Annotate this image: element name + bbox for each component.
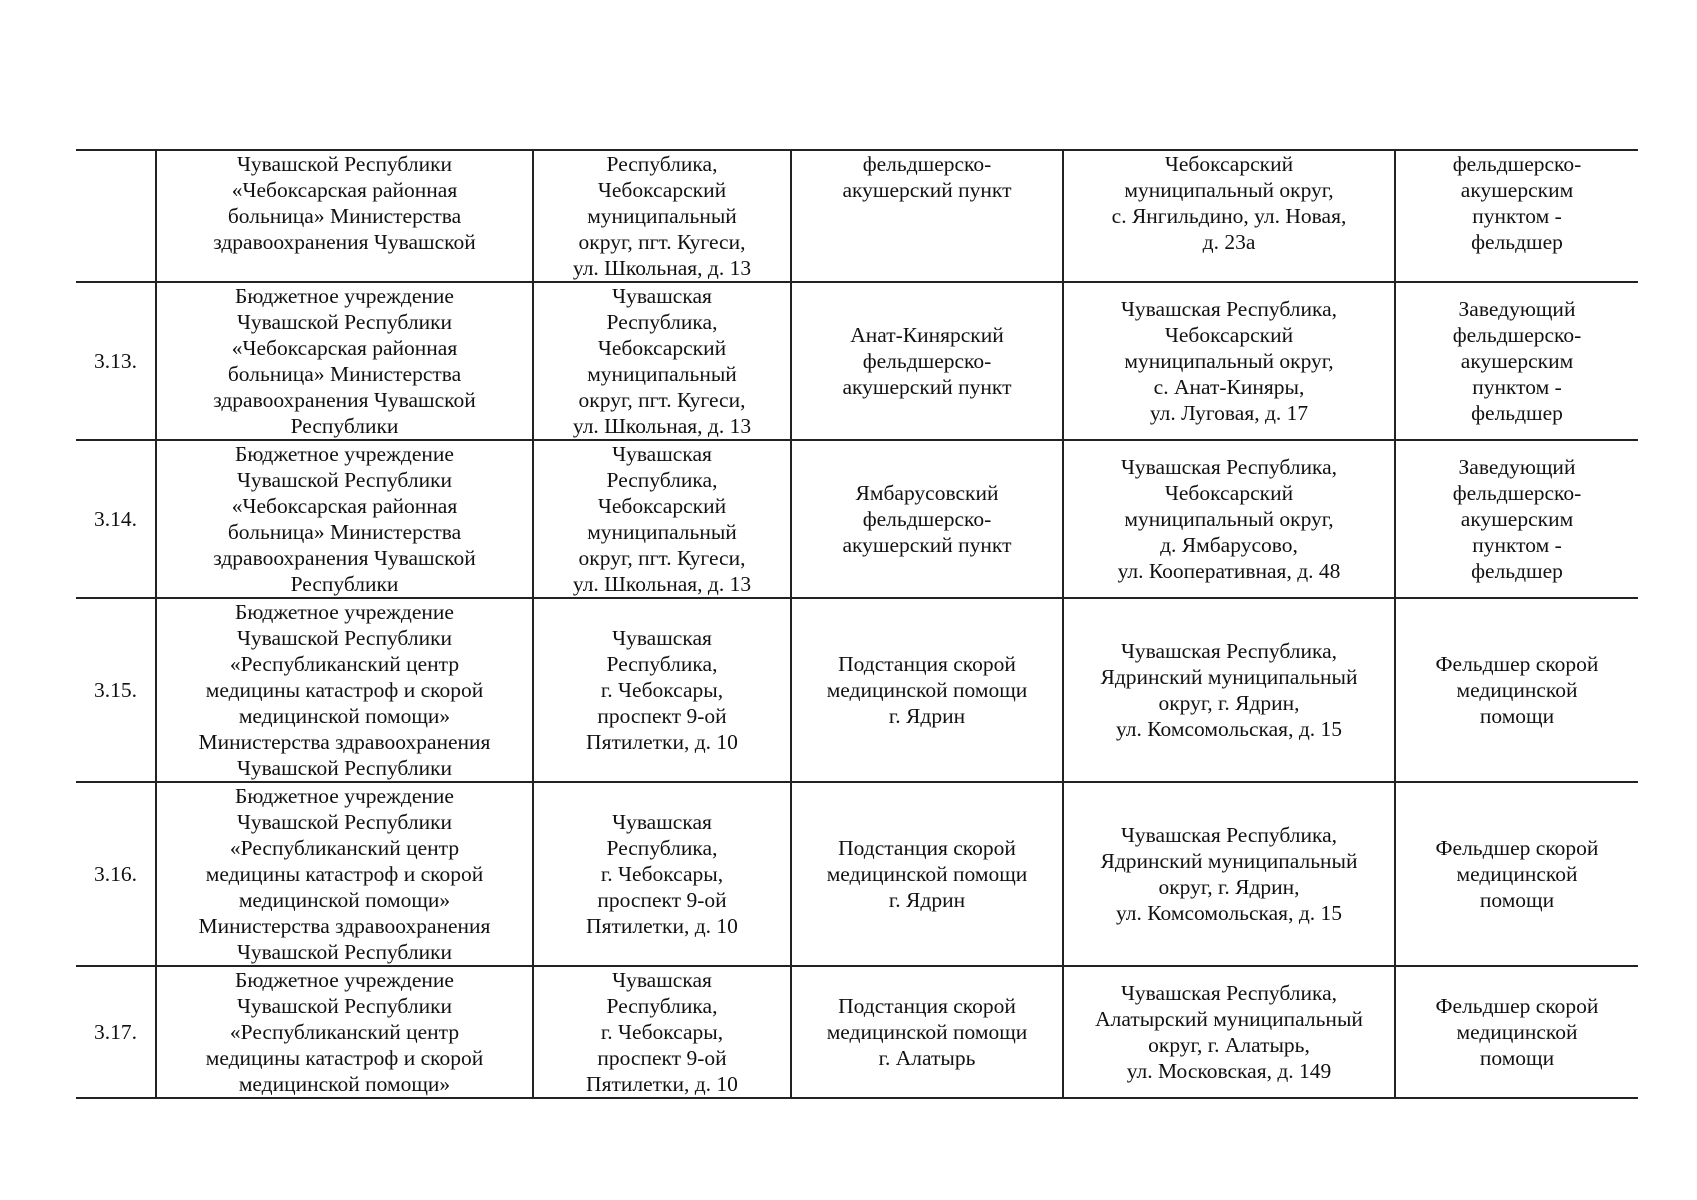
unit-address: Чувашская Республика, Ядринский муниципальный округ, г. Ядрин, ул. Комсомольская, д. 15 xyxy=(1063,598,1395,782)
unit-name: Анат-Кинярский фельдшерско- акушерский пункт xyxy=(791,282,1063,440)
unit-address: Чебоксарский муниципальный округ, с. Янгильдино, ул. Новая, д. 23а xyxy=(1063,150,1395,282)
row-number: 3.15. xyxy=(76,598,156,782)
position-title: Фельдшер скорой медицинской помощи xyxy=(1395,598,1638,782)
organization-name: Бюджетное учреждение Чувашской Республики «Республиканский центр медицины катастроф и скорой медицинской помощи» xyxy=(156,966,533,1098)
document-table-container xyxy=(76,149,1638,1099)
unit-name: Подстанция скорой медицинской помощи г. Ядрин xyxy=(791,598,1063,782)
position-title: Заведующий фельдшерско- акушерским пунктом - фельдшер xyxy=(1395,282,1638,440)
organization-address: Республика, Чебоксарский муниципальный округ, пгт. Кугеси, ул. Школьная, д. 13 xyxy=(533,150,791,282)
organization-address: Чувашская Республика, г. Чебоксары, проспект 9-ой Пятилетки, д. 10 xyxy=(533,598,791,782)
row-number: 3.14. xyxy=(76,440,156,598)
unit-address: Чувашская Республика, Чебоксарский муниципальный округ, с. Анат-Киняры, ул. Луговая, д. 17 xyxy=(1063,282,1395,440)
table-row xyxy=(76,966,1638,1098)
organization-name: Бюджетное учреждение Чувашской Республики «Чебоксарская районная больница» Министерства здравоохранения Чувашской Республики xyxy=(156,440,533,598)
organization-name: Чувашской Республики «Чебоксарская районная больница» Министерства здравоохранения Чувашской xyxy=(156,150,533,282)
unit-name: Подстанция скорой медицинской помощи г. Ядрин xyxy=(791,782,1063,966)
table-row xyxy=(76,598,1638,782)
unit-address: Чувашская Республика, Ядринский муниципальный округ, г. Ядрин, ул. Комсомольская, д. 15 xyxy=(1063,782,1395,966)
organization-name: Бюджетное учреждение Чувашской Республики «Республиканский центр медицины катастроф и скорой медицинской помощи» Министерства здравоохранения Чувашской Республики xyxy=(156,782,533,966)
table-row xyxy=(76,440,1638,598)
unit-name: фельдшерско- акушерский пункт xyxy=(791,150,1063,282)
organization-address: Чувашская Республика, Чебоксарский муниципальный округ, пгт. Кугеси, ул. Школьная, д. 13 xyxy=(533,440,791,598)
row-number: 3.13. xyxy=(76,282,156,440)
organization-name: Бюджетное учреждение Чувашской Республики «Республиканский центр медицины катастроф и скорой медицинской помощи» Министерства здравоохранения Чувашской Республики xyxy=(156,598,533,782)
organization-address: Чувашская Республика, г. Чебоксары, проспект 9-ой Пятилетки, д. 10 xyxy=(533,782,791,966)
facilities-table xyxy=(76,149,1638,1099)
row-number xyxy=(76,150,156,282)
organization-address: Чувашская Республика, г. Чебоксары, проспект 9-ой Пятилетки, д. 10 xyxy=(533,966,791,1098)
position-title: фельдшерско- акушерским пунктом - фельдшер xyxy=(1395,150,1638,282)
position-title: Заведующий фельдшерско- акушерским пунктом - фельдшер xyxy=(1395,440,1638,598)
table-row xyxy=(76,282,1638,440)
table-row xyxy=(76,782,1638,966)
organization-address: Чувашская Республика, Чебоксарский муниципальный округ, пгт. Кугеси, ул. Школьная, д. 13 xyxy=(533,282,791,440)
row-number: 3.17. xyxy=(76,966,156,1098)
unit-address: Чувашская Республика, Чебоксарский муниципальный округ, д. Ямбарусово, ул. Кооперативная, д. 48 xyxy=(1063,440,1395,598)
row-number: 3.16. xyxy=(76,782,156,966)
table-row xyxy=(76,150,1638,282)
unit-name: Ямбарусовский фельдшерско- акушерский пункт xyxy=(791,440,1063,598)
position-title: Фельдшер скорой медицинской помощи xyxy=(1395,966,1638,1098)
organization-name: Бюджетное учреждение Чувашской Республики «Чебоксарская районная больница» Министерства здравоохранения Чувашской Республики xyxy=(156,282,533,440)
position-title: Фельдшер скорой медицинской помощи xyxy=(1395,782,1638,966)
unit-address: Чувашская Республика, Алатырский муниципальный округ, г. Алатырь, ул. Московская, д. 149 xyxy=(1063,966,1395,1098)
unit-name: Подстанция скорой медицинской помощи г. Алатырь xyxy=(791,966,1063,1098)
